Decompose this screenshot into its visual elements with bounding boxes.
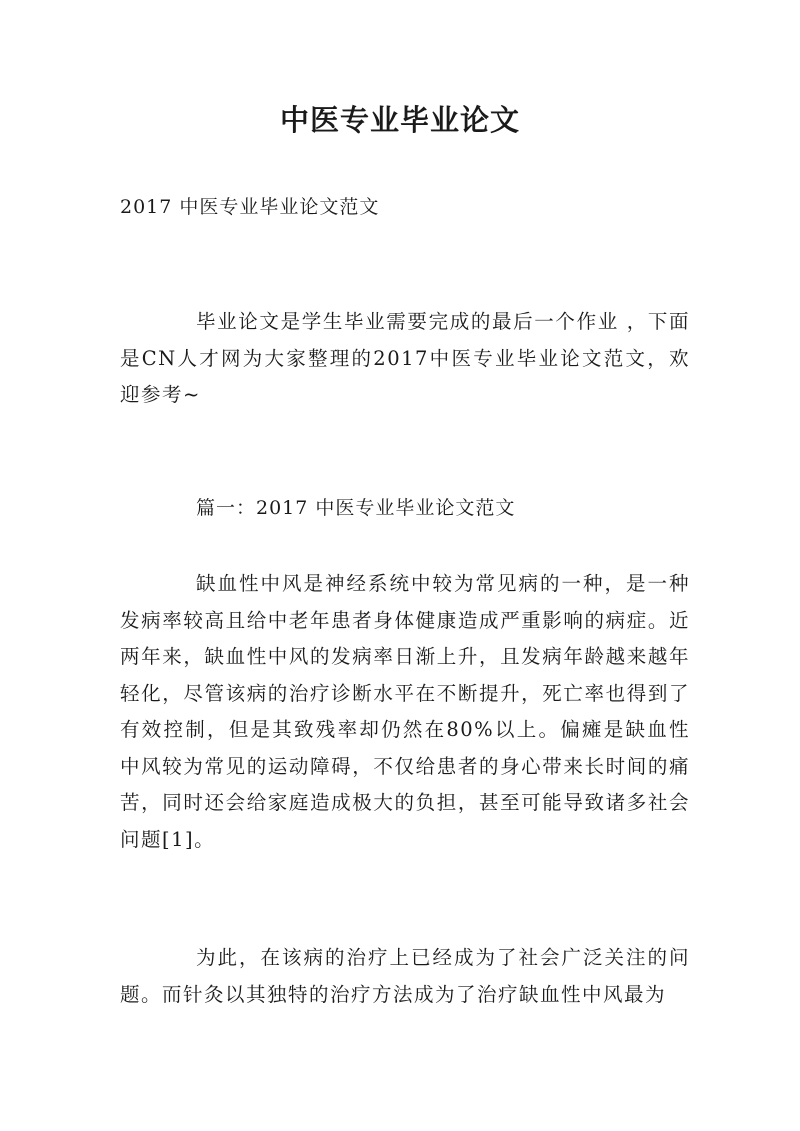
intro-paragraph: 毕业论文是学生毕业需要完成的最后一个作业 ，下面是CN人才网为大家整理的2017中医专业毕业论文范文，欢迎参考~ xyxy=(120,310,690,406)
document-title: 中医专业毕业论文 xyxy=(279,103,520,137)
section-heading: 篇一：2017 中医专业毕业论文范文 xyxy=(196,497,516,519)
document-subtitle: 2017 中医专业毕业论文范文 xyxy=(120,196,380,218)
body-paragraph-2: 为此，在该病的治疗上已经成为了社会广泛关注的问题。而针灸以其独特的治疗方法成为了治疗缺血性中风最为 xyxy=(120,946,690,1006)
body-paragraph-1: 缺血性中风是神经系统中较为常见病的一种，是一种发病率较高且给中老年患者身体健康造成严重影响的病症。近两年来，缺血性中风的发病率日渐上升，且发病年龄越来越年轻化，尽管该病的治疗诊断水平在不断提升，死亡率也得到了有效控制，但是其致残率却仍然在80%以上。偏瘫是缺血性中风较为常见的运动障碍，不仅给患者的身心带来长时间的痛苦，同时还会给家庭造成极大的负担，甚至可能导致诸多社会问题[1]。 xyxy=(120,572,690,851)
